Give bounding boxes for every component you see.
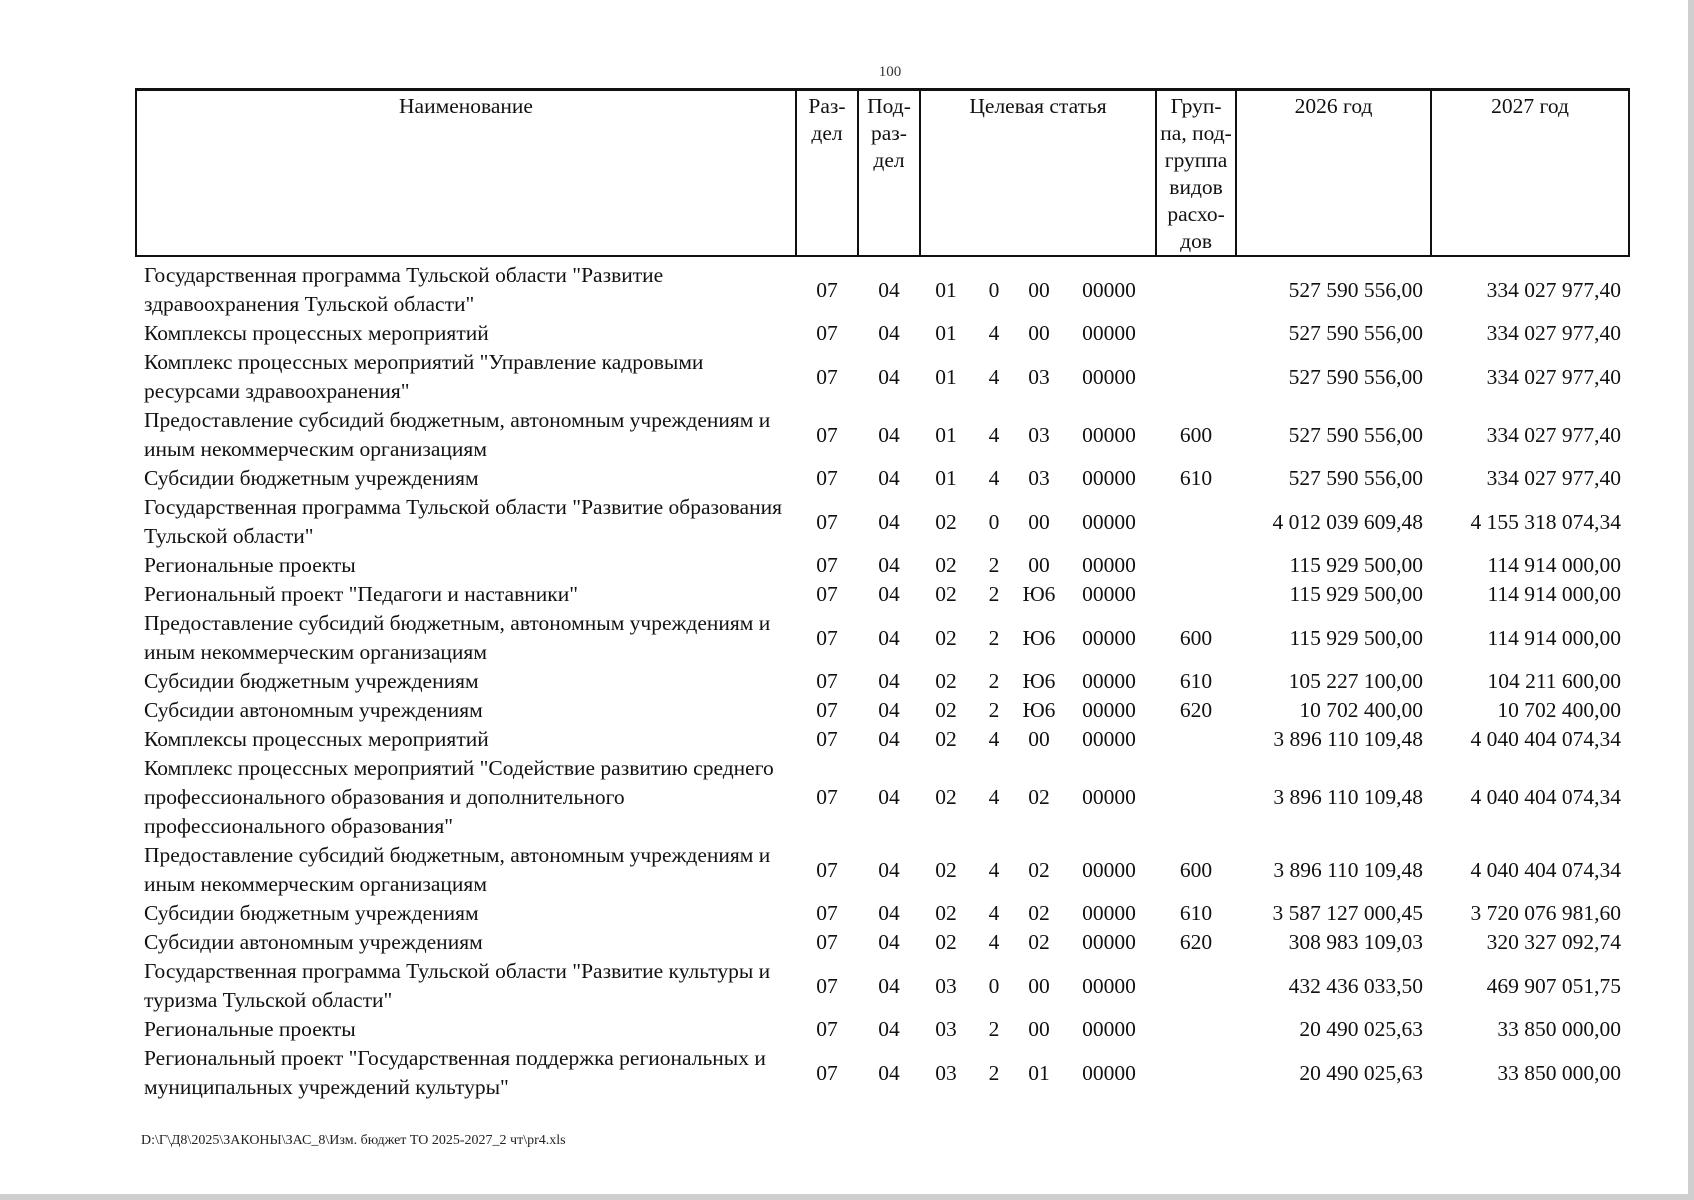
cell-target-subprogram: 00 [1028, 1017, 1050, 1041]
cell-amount-2026: 527 590 556,00 [1288, 466, 1424, 490]
cell-target-program: 02 [935, 625, 957, 650]
cell-target-program: 01 [935, 364, 957, 389]
cell-expense-group: 610 [1179, 669, 1213, 693]
table-row [136, 696, 1629, 725]
cell-amount-2027: 33 850 000,00 [1497, 1060, 1622, 1085]
cell-target-subprogram: 02 [1028, 785, 1050, 809]
cell-amount-2027: 4 155 318 074,34 [1470, 509, 1622, 534]
cell-target-program: 01 [935, 277, 957, 302]
cell-amount-2026: 527 590 556,00 [1288, 277, 1424, 302]
cell-podrazdel: 04 [878, 364, 900, 389]
budget-table [135, 88, 1630, 1102]
cell-amount-2026: 527 590 556,00 [1288, 422, 1424, 447]
table-row [136, 256, 1629, 319]
table-row [136, 957, 1629, 1015]
cell-razdel: 07 [816, 466, 838, 490]
cell-target-subprogram: 02 [1028, 901, 1050, 925]
cell-target-direction: 00000 [1082, 277, 1136, 302]
cell-target-type: 4 [988, 727, 1000, 751]
cell-podrazdel: 04 [878, 553, 900, 577]
cell-expense-group [1156, 1044, 1236, 1102]
header-year-2027: 2027 год [1431, 90, 1629, 257]
cell-expense-group [1156, 580, 1236, 609]
cell-target-program: 02 [935, 857, 957, 882]
cell-target-subprogram: Ю6 [1022, 669, 1056, 693]
cell-target-direction: 00000 [1082, 727, 1136, 751]
cell-target-program: 02 [935, 553, 957, 577]
cell-amount-2026: 3 896 110 109,48 [1273, 727, 1424, 751]
footer-file-path: D:\Г\Д8\2025\ЗАКОНЫ\ЗАС_8\Изм. бюджет ТО 2025-2027_2 чт\pr4.xls [141, 1133, 566, 1148]
table-row [136, 609, 1629, 667]
cell-name: Субсидии автономным учреждениям [144, 930, 483, 954]
cell-expense-group: 600 [1179, 625, 1213, 650]
cell-podrazdel: 04 [878, 857, 900, 882]
cell-target-type: 0 [988, 509, 1000, 534]
page-number: 100 [878, 64, 902, 80]
cell-razdel: 07 [816, 973, 838, 998]
cell-target-direction: 00000 [1082, 1060, 1136, 1085]
cell-target-program: 02 [935, 785, 957, 809]
cell-amount-2026: 3 896 110 109,48 [1273, 785, 1424, 809]
cell-amount-2026: 115 929 500,00 [1289, 582, 1424, 606]
cell-amount-2026: 10 702 400,00 [1299, 698, 1424, 722]
page-edge-shadow-bottom [0, 1194, 1694, 1200]
cell-amount-2027: 334 027 977,40 [1486, 364, 1622, 389]
cell-target-direction: 00000 [1082, 582, 1136, 606]
cell-target-direction: 00000 [1082, 321, 1136, 345]
cell-podrazdel: 04 [878, 669, 900, 693]
cell-target-program: 02 [935, 727, 957, 751]
cell-target-direction: 00000 [1082, 509, 1136, 534]
cell-target-type: 4 [988, 466, 1000, 490]
cell-target-direction: 00000 [1082, 669, 1136, 693]
cell-target-direction: 00000 [1082, 973, 1136, 998]
cell-target-type: 2 [988, 625, 1000, 650]
cell-target-direction: 00000 [1082, 1017, 1136, 1041]
cell-target-subprogram: 03 [1028, 364, 1050, 389]
cell-amount-2027: 334 027 977,40 [1486, 321, 1622, 345]
page-edge-shadow-right [1688, 0, 1694, 1200]
cell-target-direction: 00000 [1082, 698, 1136, 722]
cell-expense-group: 610 [1179, 466, 1213, 490]
cell-podrazdel: 04 [878, 466, 900, 490]
cell-target-program: 01 [935, 321, 957, 345]
table-row [136, 348, 1629, 406]
cell-target-direction: 00000 [1082, 625, 1136, 650]
table-body [136, 256, 1629, 1102]
cell-razdel: 07 [816, 1060, 838, 1085]
cell-amount-2027: 469 907 051,75 [1486, 973, 1622, 998]
cell-target-program: 01 [935, 466, 957, 490]
cell-razdel: 07 [816, 321, 838, 345]
cell-amount-2027: 114 914 000,00 [1487, 582, 1622, 606]
cell-razdel: 07 [816, 509, 838, 534]
cell-amount-2027: 10 702 400,00 [1497, 698, 1622, 722]
cell-amount-2027: 334 027 977,40 [1486, 466, 1622, 490]
table-row [136, 319, 1629, 348]
cell-target-type: 0 [988, 973, 1000, 998]
cell-podrazdel: 04 [878, 509, 900, 534]
cell-razdel: 07 [816, 553, 838, 577]
table-row [136, 493, 1629, 551]
cell-target-subprogram: 00 [1028, 277, 1050, 302]
cell-name: Государственная программа Тульской области "Развитие образования Тульской области" [144, 495, 782, 548]
cell-podrazdel: 04 [878, 277, 900, 302]
header-target-article: Целевая статья [920, 90, 1156, 257]
cell-amount-2026: 527 590 556,00 [1288, 364, 1424, 389]
cell-podrazdel: 04 [878, 422, 900, 447]
cell-razdel: 07 [816, 277, 838, 302]
cell-podrazdel: 04 [878, 973, 900, 998]
cell-target-type: 4 [988, 364, 1000, 389]
cell-podrazdel: 04 [878, 785, 900, 809]
cell-expense-group [1156, 754, 1236, 841]
cell-target-subprogram: 03 [1028, 422, 1050, 447]
cell-name: Субсидии бюджетным учреждениям [144, 901, 479, 925]
cell-amount-2026: 105 227 100,00 [1288, 669, 1424, 693]
cell-podrazdel: 04 [878, 1017, 900, 1041]
cell-expense-group [1156, 348, 1236, 406]
cell-amount-2026: 115 929 500,00 [1289, 625, 1424, 650]
cell-razdel: 07 [816, 727, 838, 751]
header-name: Наименование [136, 90, 796, 257]
cell-amount-2027: 3 720 076 981,60 [1470, 901, 1622, 925]
cell-name: Комплекс процессных мероприятий "Управление кадровыми ресурсами здравоохранения" [144, 350, 704, 403]
cell-target-type: 2 [988, 1060, 1000, 1085]
table-row [136, 551, 1629, 580]
cell-razdel: 07 [816, 422, 838, 447]
cell-razdel: 07 [816, 901, 838, 925]
cell-target-subprogram: 02 [1028, 857, 1050, 882]
cell-name: Предоставление субсидий бюджетным, автономным учреждениям и иным некоммерческим организациям [144, 408, 771, 461]
cell-target-subprogram: Ю6 [1022, 625, 1056, 650]
cell-name: Субсидии автономным учреждениям [144, 698, 483, 722]
cell-target-subprogram: Ю6 [1022, 582, 1056, 606]
cell-amount-2027: 334 027 977,40 [1486, 422, 1622, 447]
cell-razdel: 07 [816, 785, 838, 809]
table-row [136, 580, 1629, 609]
cell-name: Субсидии бюджетным учреждениям [144, 466, 479, 490]
cell-expense-group: 620 [1179, 930, 1213, 954]
cell-amount-2027: 33 850 000,00 [1497, 1017, 1622, 1041]
cell-podrazdel: 04 [878, 698, 900, 722]
cell-amount-2027: 4 040 404 074,34 [1470, 727, 1622, 751]
cell-expense-group [1156, 551, 1236, 580]
cell-razdel: 07 [816, 364, 838, 389]
cell-amount-2026: 4 012 039 609,48 [1272, 509, 1424, 534]
cell-target-subprogram: 00 [1028, 509, 1050, 534]
cell-name: Комплексы процессных мероприятий [144, 727, 489, 751]
cell-target-type: 2 [988, 553, 1000, 577]
cell-target-direction: 00000 [1082, 553, 1136, 577]
cell-target-direction: 00000 [1082, 466, 1136, 490]
cell-target-direction: 00000 [1082, 901, 1136, 925]
cell-amount-2026: 3 587 127 000,45 [1272, 901, 1424, 925]
cell-target-type: 4 [988, 930, 1000, 954]
cell-podrazdel: 04 [878, 321, 900, 345]
cell-target-direction: 00000 [1082, 364, 1136, 389]
cell-target-type: 2 [988, 669, 1000, 693]
table-header-row [136, 90, 1629, 257]
cell-expense-group [1156, 1015, 1236, 1044]
cell-podrazdel: 04 [878, 1060, 900, 1085]
table-row [136, 1015, 1629, 1044]
cell-name: Государственная программа Тульской области "Развитие культуры и туризма Тульской области" [144, 959, 771, 1012]
cell-razdel: 07 [816, 625, 838, 650]
cell-name: Предоставление субсидий бюджетным, автономным учреждениям и иным некоммерческим организациям [144, 843, 771, 896]
cell-target-subprogram: 00 [1028, 553, 1050, 577]
cell-target-type: 4 [988, 321, 1000, 345]
cell-expense-group: 620 [1179, 698, 1213, 722]
cell-target-type: 4 [988, 901, 1000, 925]
cell-target-direction: 00000 [1082, 930, 1136, 954]
cell-target-direction: 00000 [1082, 422, 1136, 447]
cell-target-type: 2 [988, 698, 1000, 722]
cell-target-program: 02 [935, 930, 957, 954]
cell-podrazdel: 04 [878, 901, 900, 925]
cell-target-type: 2 [988, 1017, 1000, 1041]
cell-amount-2026: 308 983 109,03 [1288, 930, 1424, 954]
cell-target-type: 0 [988, 277, 1000, 302]
cell-expense-group [1156, 319, 1236, 348]
cell-name: Региональные проекты [144, 1017, 356, 1041]
table-row [136, 754, 1629, 841]
cell-expense-group: 610 [1179, 901, 1213, 925]
cell-razdel: 07 [816, 857, 838, 882]
cell-target-direction: 00000 [1082, 785, 1136, 809]
cell-target-subprogram: 00 [1028, 321, 1050, 345]
header-razdel: Раз- дел [796, 90, 858, 257]
cell-target-program: 03 [935, 1017, 957, 1041]
cell-target-type: 4 [988, 785, 1000, 809]
cell-amount-2026: 432 436 033,50 [1288, 973, 1424, 998]
cell-podrazdel: 04 [878, 727, 900, 751]
cell-target-program: 03 [935, 1060, 957, 1085]
cell-amount-2027: 320 327 092,74 [1486, 930, 1622, 954]
cell-expense-group [1156, 493, 1236, 551]
cell-target-type: 2 [988, 582, 1000, 606]
cell-target-subprogram: 00 [1028, 973, 1050, 998]
cell-target-program: 01 [935, 422, 957, 447]
cell-amount-2027: 114 914 000,00 [1487, 553, 1622, 577]
table-row [136, 899, 1629, 928]
cell-amount-2027: 104 211 600,00 [1487, 669, 1622, 693]
cell-name: Предоставление субсидий бюджетным, автономным учреждениям и иным некоммерческим организациям [144, 611, 771, 664]
cell-name: Региональный проект "Педагоги и наставники" [144, 582, 578, 606]
cell-target-subprogram: 02 [1028, 930, 1050, 954]
table-row [136, 1044, 1629, 1102]
cell-amount-2027: 114 914 000,00 [1487, 625, 1622, 650]
cell-podrazdel: 04 [878, 582, 900, 606]
table-row [136, 928, 1629, 957]
cell-name: Комплекс процессных мероприятий "Содействие развитию среднего профессионального образования и дополнительного профессионального образования" [144, 756, 774, 838]
cell-name: Региональные проекты [144, 553, 356, 577]
cell-expense-group [1156, 256, 1236, 319]
cell-target-program: 02 [935, 582, 957, 606]
cell-expense-group: 600 [1179, 422, 1213, 447]
cell-razdel: 07 [816, 582, 838, 606]
cell-target-program: 02 [935, 901, 957, 925]
cell-amount-2026: 115 929 500,00 [1289, 553, 1424, 577]
table-row [136, 725, 1629, 754]
cell-expense-group [1156, 957, 1236, 1015]
cell-razdel: 07 [816, 930, 838, 954]
table-row [136, 667, 1629, 696]
cell-amount-2026: 20 490 025,63 [1299, 1017, 1424, 1041]
cell-target-subprogram: 01 [1028, 1060, 1050, 1085]
cell-target-subprogram: 00 [1028, 727, 1050, 751]
header-podrazdel: Под- раз- дел [858, 90, 920, 257]
cell-amount-2027: 4 040 404 074,34 [1470, 785, 1622, 809]
header-expense-group: Груп- па, под- группа видов расхо- дов [1156, 90, 1236, 257]
cell-name: Региональный проект "Государственная поддержка региональных и муниципальных учреждений культуры" [144, 1046, 766, 1099]
cell-amount-2026: 3 896 110 109,48 [1273, 857, 1424, 882]
cell-podrazdel: 04 [878, 930, 900, 954]
cell-amount-2027: 334 027 977,40 [1486, 277, 1622, 302]
header-year-2026: 2026 год [1236, 90, 1431, 257]
cell-target-type: 4 [988, 422, 1000, 447]
cell-target-direction: 00000 [1082, 857, 1136, 882]
cell-expense-group: 600 [1179, 857, 1213, 882]
cell-target-type: 4 [988, 857, 1000, 882]
cell-name: Комплексы процессных мероприятий [144, 321, 489, 345]
cell-amount-2026: 20 490 025,63 [1299, 1060, 1424, 1085]
cell-amount-2026: 527 590 556,00 [1288, 321, 1424, 345]
cell-target-subprogram: 03 [1028, 466, 1050, 490]
table-row [136, 841, 1629, 899]
cell-name: Государственная программа Тульской области "Развитие здравоохранения Тульской области" [144, 263, 664, 316]
cell-target-program: 02 [935, 698, 957, 722]
table-row [136, 406, 1629, 464]
cell-target-program: 02 [935, 669, 957, 693]
cell-target-program: 02 [935, 509, 957, 534]
cell-podrazdel: 04 [878, 625, 900, 650]
cell-razdel: 07 [816, 669, 838, 693]
cell-razdel: 07 [816, 698, 838, 722]
cell-razdel: 07 [816, 1017, 838, 1041]
cell-target-program: 03 [935, 973, 957, 998]
cell-amount-2027: 4 040 404 074,34 [1470, 857, 1622, 882]
cell-name: Субсидии бюджетным учреждениям [144, 669, 479, 693]
table-row [136, 464, 1629, 493]
cell-target-subprogram: Ю6 [1022, 698, 1056, 722]
cell-expense-group [1156, 725, 1236, 754]
